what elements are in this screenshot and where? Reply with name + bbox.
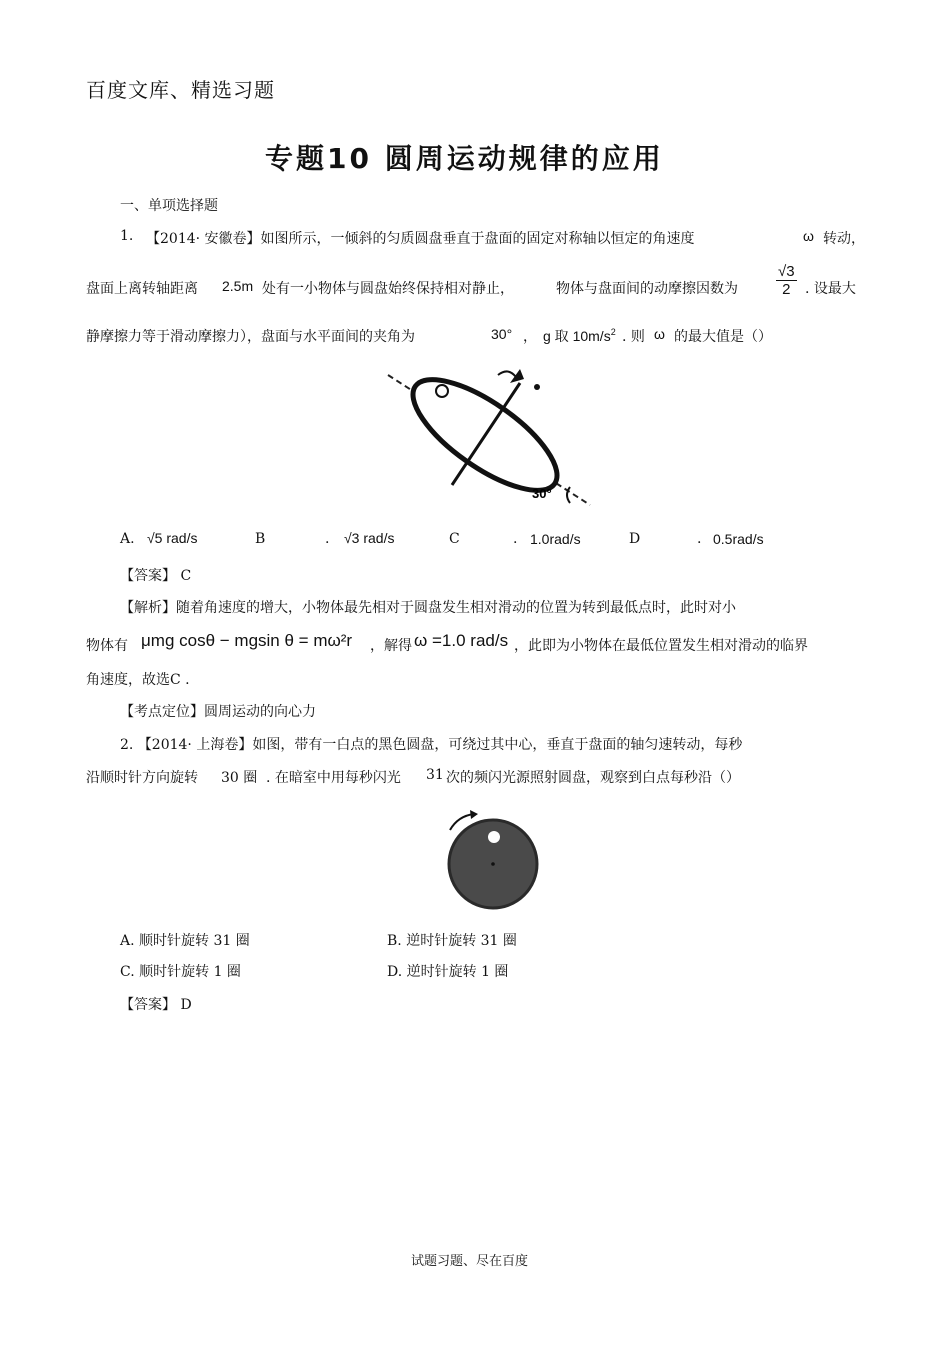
q1-knowledge-point: 【考点定位】圆周运动的向心力: [120, 704, 316, 720]
q1-distance: 2.5m: [222, 278, 254, 294]
q1-number: 1.: [120, 228, 134, 244]
q1-result: ω =1.0 rad/s: [414, 631, 509, 650]
q1-option-d-value: 0.5rad/s: [713, 531, 764, 547]
q1-analysis-line2-b: ，解得: [370, 638, 412, 654]
q2-thirty-turns: 30 圈: [221, 770, 258, 786]
q1-mu-denominator: 2: [782, 281, 791, 298]
q1-answer: 【答案】 C: [120, 568, 192, 584]
page-header: 百度文库、精选习题: [86, 78, 275, 102]
q1-line2-a: 盘面上离转轴距离: [86, 281, 198, 297]
q1-source: 【2014· 安徽卷】如图所示，一倾斜的匀质圆盘垂直于盘面的固定对称轴以恒定的角速度: [146, 231, 695, 247]
q1-line3-d: . 则: [622, 329, 645, 345]
q1-option-d-label: D: [629, 531, 641, 547]
q1-option-b-dot: .: [325, 531, 330, 547]
page-footer: 试题习题、尽在百度: [411, 1254, 529, 1269]
q1-gravity-text: g 取 10m/s: [543, 328, 611, 344]
q1-omega-2: ω: [654, 326, 665, 342]
angle-label: 30°: [532, 486, 552, 501]
q1-option-c-value: 1.0rad/s: [530, 531, 581, 547]
q1-line2-c: 物体与盘面间的动摩擦因数为: [556, 281, 738, 297]
q1-inclined-disk-figure: [380, 365, 600, 515]
q1-analysis-line2-a: 物体有: [86, 638, 128, 654]
q1-omega: ω: [803, 228, 814, 244]
arrow-head-icon: [510, 369, 524, 383]
omega-mark: [534, 384, 540, 390]
disk-center: [491, 862, 495, 866]
q1-option-a-label: A.: [120, 531, 135, 547]
q1-mu-numerator: √3: [778, 263, 795, 280]
q1-line3-b: ，: [523, 329, 537, 345]
q1-option-c-label: C: [449, 531, 460, 547]
q2-line2-b: . 在暗室中用每秒闪光: [266, 770, 401, 786]
q2-option-a: A. 顺时针旋转 31 圈: [120, 933, 250, 949]
q1-option-c-dot: .: [513, 531, 518, 547]
q2-thirty-one: 31: [426, 767, 444, 783]
q1-option-b-label: B: [255, 531, 266, 547]
q2-line2-a: 沿顺时针方向旋转: [86, 770, 198, 786]
q1-option-d-dot: .: [697, 531, 702, 547]
q1-line1-end: 转动，: [823, 231, 865, 247]
q2-option-c: C. 顺时针旋转 1 圈: [120, 964, 241, 980]
section-heading: 一、单项选择题: [120, 198, 218, 214]
q2-option-b: B. 逆时针旋转 31 圈: [387, 933, 517, 949]
q2-black-disk-figure: [440, 808, 544, 912]
angle-arc: [567, 487, 570, 503]
q2-answer: 【答案】 D: [120, 997, 192, 1013]
q1-line3-a: 静摩擦力等于滑动摩擦力），盘面与水平面间的夹角为: [86, 329, 415, 345]
q2-line2-c: 次的频闪光源照射圆盘，观察到白点每秒沿（）: [446, 770, 740, 786]
q1-line3-e: 的最大值是（）: [674, 329, 772, 345]
q1-line2-d: . 设最大: [805, 281, 856, 297]
q1-formula: μmg cosθ − mgsin θ = mω²r: [141, 631, 353, 650]
small-object: [436, 385, 448, 397]
page-title: 专题10 圆周运动规律的应用: [265, 142, 664, 175]
rotation-arrow-icon: [498, 371, 516, 377]
q2-line1: 2. 【2014· 上海卷】如图，带有一白点的黑色圆盘，可绕过其中心，垂直于盘面的轴匀速转动，每秒: [120, 737, 743, 753]
white-dot: [488, 831, 500, 843]
q1-gravity: [543, 326, 616, 346]
q1-option-b-value: √3 rad/s: [344, 530, 395, 546]
q1-analysis-line1: 【解析】随着角速度的增大，小物体最先相对于圆盘发生相对滑动的位置为转到最低点时，此时对小: [120, 600, 736, 616]
q1-line2-b: 处有一小物体与圆盘始终保持相对静止，: [262, 281, 514, 297]
q1-square-superscript: 2: [610, 327, 616, 337]
q1-analysis-line2-c: ，此即为小物体在最低位置发生相对滑动的临界: [514, 638, 808, 654]
clockwise-arrowhead-icon: [470, 810, 478, 819]
q2-option-d: D. 逆时针旋转 1 圈: [387, 964, 509, 980]
q1-option-a-value: √5 rad/s: [147, 530, 198, 546]
q1-analysis-line3: 角速度，故选C .: [86, 672, 190, 688]
q1-mu-fraction: [776, 263, 797, 298]
q1-angle: 30°: [491, 326, 513, 342]
